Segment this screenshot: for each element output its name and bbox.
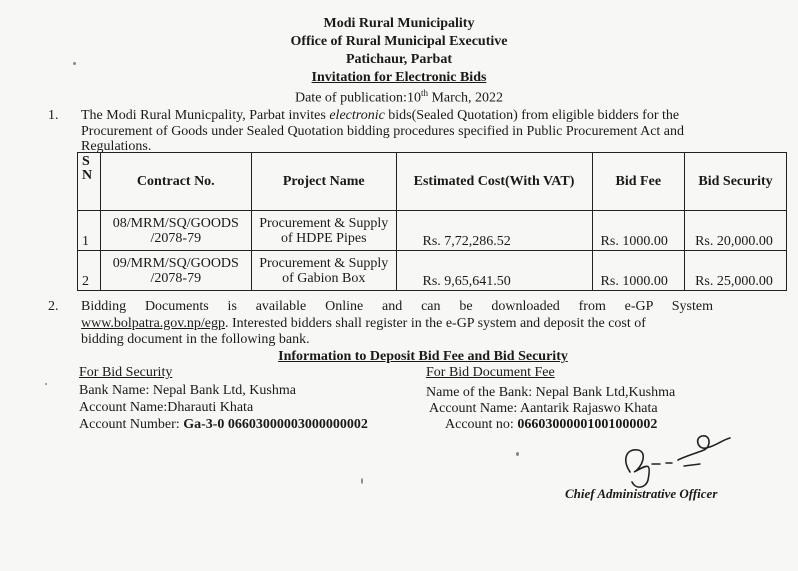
para2-line3: bidding document in the following bank. [81,332,310,347]
para2-line2 [81,316,646,331]
date-suffix: March, 2022 [427,90,504,106]
office-name: Office of Rural Municipal Executive [290,34,508,49]
deposit-info-title: Information to Deposit Bid Fee and Bid Security [278,349,568,364]
col-header-security: Bid Security [685,153,787,211]
para1-number: 1. [48,108,59,123]
docfee-account-number-label: Account no: [445,417,518,432]
row1-contract-line1: 08/MRM/SQ/GOODS [112,215,239,231]
para1-line2: Procurement of Goods under Sealed Quotation bidding procedures specified in Public Procurement Act and [81,124,685,139]
row1-project-line2: of HDPE Pipes [280,230,367,246]
docfee-heading: For Bid Document Fee [426,365,555,380]
para1-emphasis: electronic [329,108,385,123]
row2-sn: 2 [78,251,101,291]
security-heading: For Bid Security [79,365,173,380]
row2-project-line1: Procurement & Supply [259,255,389,271]
row2-security: Rs. 25,000.00 [685,251,787,291]
bids-table [77,152,787,291]
notice-title: Invitation for Electronic Bids [311,70,487,85]
security-account-name: Account Name:Dharauti Khata [79,400,254,415]
col-header-fee: Bid Fee [592,153,685,211]
paper-speck [73,62,76,65]
row1-cost: Rs. 7,72,286.52 [396,211,592,251]
para2-line2-rest: . Interested bidders shall register in the e-GP system and deposit the cost of [225,316,646,331]
sn-header-n: N [82,168,93,183]
paper-speck [361,478,363,484]
security-bank-name: Bank Name: Nepal Bank Ltd, Kushma [79,383,296,398]
signatory-title: Chief Administrative Officer [565,486,718,501]
paper-speck [45,383,47,385]
security-account-number-label: Account Number: [79,417,184,432]
row2-project-line2: of Gabion Box [282,270,366,286]
docfee-bank-name: Name of the Bank: Nepal Bank Ltd,Kushma [426,385,676,400]
row1-security: Rs. 20,000.00 [685,211,787,251]
row1-sn: 1 [78,211,101,251]
para1-text-a: The Modi Rural Municpality, Parbat invites [81,108,330,123]
table-header-row [78,153,787,211]
docfee-account-name: Account Name: Aantarik Rajaswo Khata [429,401,658,416]
row2-fee: Rs. 1000.00 [592,251,685,291]
col-header-sn [78,153,101,211]
row1-fee: Rs. 1000.00 [592,211,685,251]
paper-speck [516,452,519,456]
row2-contract-line2: /2078-79 [150,270,202,286]
row2-contract-line1: 09/MRM/SQ/GOODS [112,255,239,271]
row2-contract [100,251,251,291]
para1-line3: Regulations. [81,139,152,154]
row1-contract-line2: /2078-79 [150,230,202,246]
para2-number: 2. [48,299,59,314]
col-header-cost: Estimated Cost(With VAT) [396,153,592,211]
row1-project-line1: Procurement & Supply [259,215,389,231]
para1-line1 [81,108,679,123]
municipality-name: Modi Rural Municipality [323,16,475,31]
row2-project [251,251,396,291]
row1-project [251,211,396,251]
date-superscript: th [420,88,428,98]
publication-date [0,88,798,107]
para1-text-b: bids(Sealed Quotation) from eligible bidders for the [384,108,680,123]
egp-link[interactable]: www.bolpatra.gov.np/egp [81,316,225,331]
row2-cost: Rs. 9,65,641.50 [396,251,592,291]
para2-line1: Bidding Documents is available Online and can be downloaded from e-GP System [81,299,713,314]
sn-header-s: S [82,154,90,169]
table-row [78,211,787,251]
col-header-project: Project Name [251,153,396,211]
col-header-contract: Contract No. [100,153,251,211]
table-row [78,251,787,291]
row1-contract [100,211,251,251]
office-address: Patichaur, Parbat [345,52,453,67]
date-prefix: Date of publication:10 [294,90,421,106]
security-account-number-value: Ga-3-0 06603000003000000002 [183,417,368,432]
security-account-number [79,417,368,433]
docfee-account-number-value: 06603000001001000002 [517,417,658,432]
